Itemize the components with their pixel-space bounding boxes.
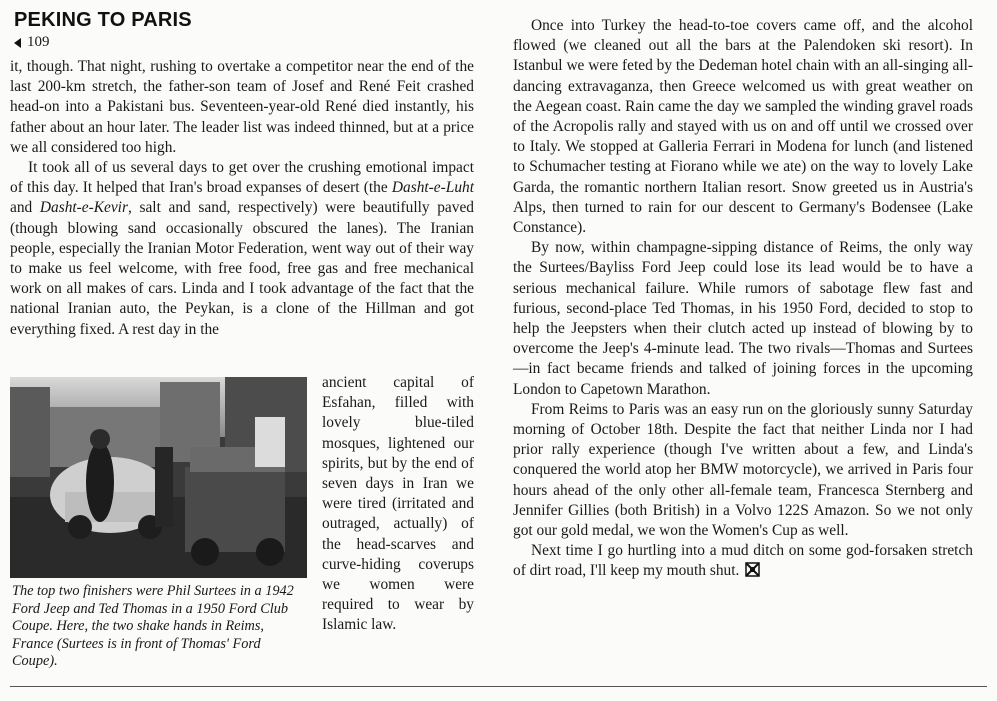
paragraph: From Reims to Paris was an easy run on the gloriously sunny Saturday morning of October 18th. Despite the fact that neither Linda nor I had prior rally experience (though I've written about a few, and Linda's conquered the world atop her BMW motorcycle), we arrived in Paris four hours ahead of the only other all-female team, Francesca Sternberg and Jennifer Gillies (both British) in a Volvo 122S Amazon. So we not only got our gold medal, we won the Women's Cup as well.	[513, 400, 973, 540]
street-photo	[10, 377, 307, 578]
text-run: , salt and sand, respectively) were beautifully paved (though blowing sand occasionally obscured the lanes). The Iranian people, especially the Iranian Motor Federation, went way out of their way to make us feel welcome, with free food, free gas and free mechanical work on all makes of cars. Linda and I took advantage of the fact that the national Iranian auto, the Peykan, is a clone of the Hillman and got everything fixed. A rest day in the	[10, 199, 474, 338]
text-run: and	[10, 199, 40, 217]
left-arrow-icon	[14, 38, 21, 48]
text-run: It took all of us several days to get over the crushing emotional impact of this day. It helped that Iran's broad expanses of desert (the	[10, 159, 474, 197]
photo-caption: The top two finishers were Phil Surtees in a 1942 Ford Jeep and Ted Thomas in a 1950 Ford Club Coupe. Here, the two shake hands in Reims, France (Surtees is in front of Thomas' Ford Coupe).	[12, 583, 294, 669]
end-of-article-icon	[745, 562, 760, 577]
paragraph: By now, within champagne-sipping distance of Reims, the only way the Surtees/Bayliss Ford Jeep could lose its lead would be to have a serious mechanical failure. While rumors of sabotage flew fast and furious, second-place Ted Thomas, in his 1950 Ford, decided to stop to help the Jeepsters when their clutch acted up instead of blowing by to overcome the Jeep's 4-minute lead. The two rivals—Thomas and Surtees—in fact became friends and talked of joining forces in the upcoming London to Capetown Marathon.	[513, 239, 973, 398]
continued-from-marker	[14, 34, 50, 51]
continued-page-number: 109	[27, 34, 50, 50]
text-run: Next time I go hurtling into a mud ditch on some god-forsaken stretch of dirt road, I'll keep my mouth shut.	[513, 542, 973, 580]
paragraph	[513, 541, 973, 581]
right-column	[513, 16, 973, 582]
bottom-rule	[10, 686, 987, 687]
wrapped-text: ancient capital of Esfahan, filled with lovely blue-tiled mosques, lightened our spirits, but by the end of seven days in Iran we were tired (irritated and outraged, actually) of the head-scarves and curve-hiding coverups we women were required to wear by Islamic law.	[322, 374, 474, 634]
place-name: Dasht-e-Luht	[391, 179, 474, 197]
place-name: Dasht-e-Kevir	[39, 199, 128, 217]
paragraph: it, though. That night, rushing to overtake a competitor near the end of the last 200-km stretch, the father-son team of Josef and René Feit crashed head-on into a Pakistani bus. Seventeen-year-old René died instantly, his father about an hour later. The leader list was indeed thinned, but at a price we all considered too high.	[10, 58, 474, 156]
photo-illustration	[10, 377, 307, 578]
left-column	[10, 57, 474, 340]
page-title: PEKING TO PARIS	[14, 9, 192, 31]
paragraph: Once into Turkey the head-to-toe covers came off, and the alcohol flowed (we cleaned out all the bars at the Palendoken ski resort). In Istanbul we were feted by the Dedeman hotel chain with an all-singing all-dancing extravaganza, then Greece welcomed us with great weather on the Aegean coast. Rain came the day we sampled the winding gravel roads of the Acropolis rally and stayed with us on and off until we crossed over to Italy. We stopped at Galleria Ferrari in Modena for lunch (and listened to Schumacher testing at Fiorano while we ate) on the way to lovely Lake Garda, the romantic northern Italian resort. Snow greeted us in Austria's Alps, then turned to rain for our descent to Germany's Bodensee (Lake Constance).	[513, 17, 973, 237]
paragraph	[10, 158, 474, 340]
